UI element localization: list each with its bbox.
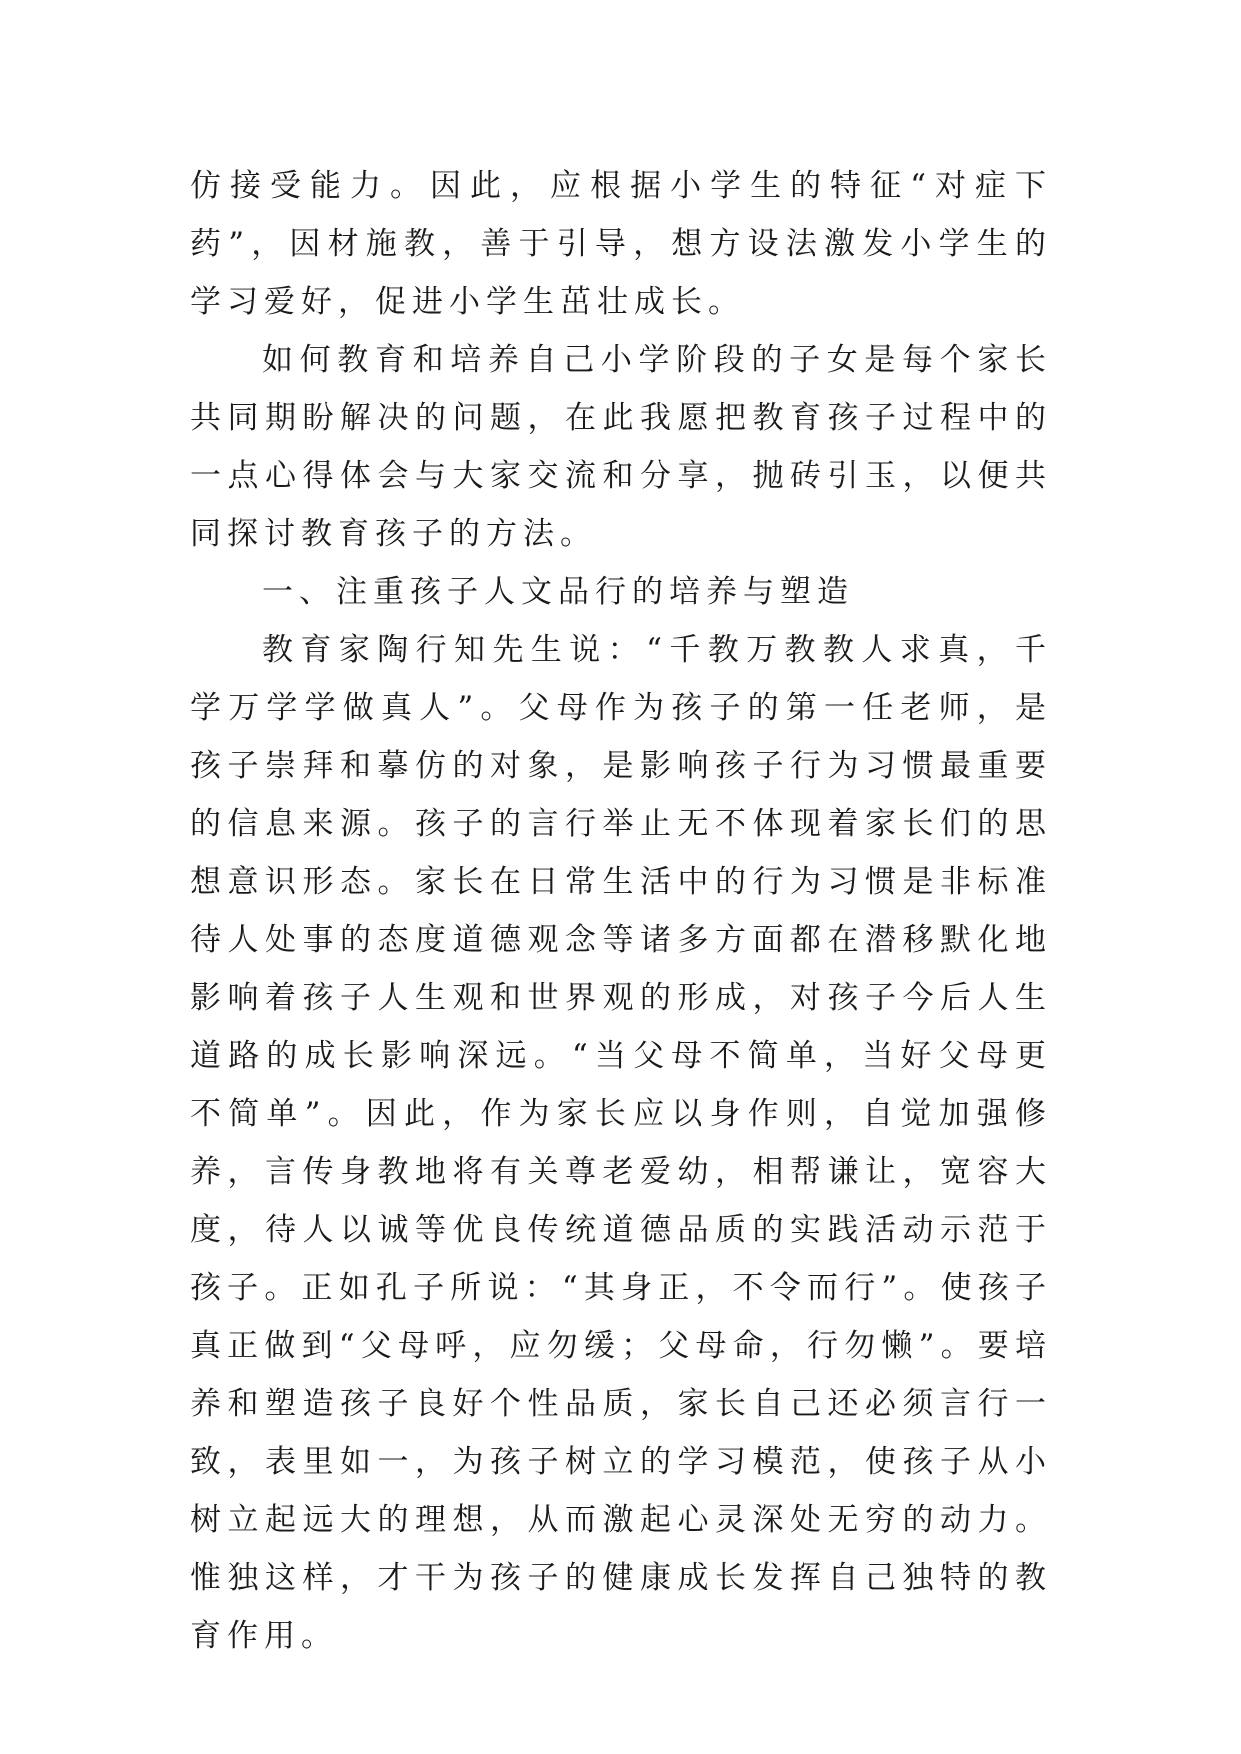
- paragraph-body: 教育家陶行知先生说：“千教万教教人求真，千学万学学做真人”。父母作为孩子的第一任老师，是孩子崇拜和摹仿的对象，是影响孩子行为习惯最重要的信息来源。孩子的言行举止无不体现着家长们的思想意识形态。家长在日常生活中的行为习惯是非标准待人处事的态度道德观念等诸多方面都在潜移默化地影响着孩子人生观和世界观的形成，对孩子今后人生道路的成长影响深远。“当父母不简单，当好父母更不简单”。因此，作为家长应以身作则，自觉加强修养，言传身教地将有关尊老爱幼，相帮谦让，宽容大度，待人以诚等优良传统道德品质的实践活动示范于孩子。正如孔子所说：“其身正，不令而行”。使孩子真正做到“父母呼，应勿缓；父母命，行勿懒”。要培养和塑造孩子良好个性品质，家长自己还必须言行一致，表里如一，为孩子树立的学习模范，使孩子从小树立起远大的理想，从而激起心灵深处无穷的动力。惟独这样，才干为孩子的健康成长发挥自己独特的教育作用。: [190, 632, 1052, 1654]
- paragraph-continued: 仿接受能力。因此，应根据小学生的特征“对症下药”，因材施教，善于引导，想方设法激发小学生的学习爱好，促进小学生茁壮成长。: [190, 168, 1052, 320]
- document-body: [190, 157, 1052, 1665]
- paragraph-intro: 如何教育和培养自己小学阶段的子女是每个家长共同期盼解决的问题，在此我愿把教育孩子过程中的一点心得体会与大家交流和分享，抛砖引玉，以便共同探讨教育孩子的方法。: [190, 342, 1052, 552]
- section-heading: 一、注重孩子人文品行的培养与塑造: [262, 574, 854, 610]
